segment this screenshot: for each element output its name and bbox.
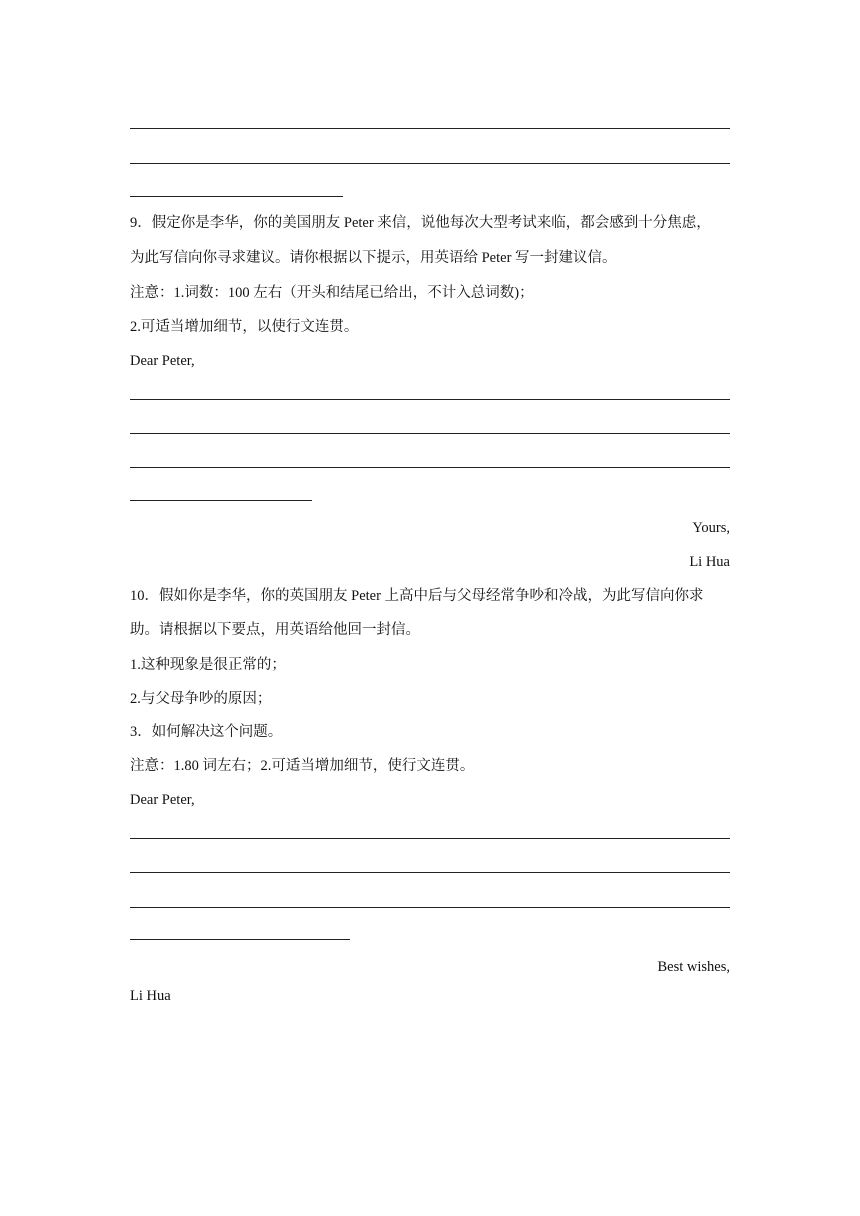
answer-line	[130, 399, 730, 400]
answer-line-short	[130, 196, 343, 197]
q10-prompt-line-1: 10．假如你是李华，你的英国朋友 Peter 上高中后与父母经常争吵和冷战，为此写信向你求	[130, 588, 704, 604]
q9-salutation: Dear Peter,	[130, 353, 195, 369]
answer-line	[130, 907, 730, 908]
q10-signature: Li Hua	[130, 988, 171, 1004]
q10-closing: Best wishes,	[657, 959, 730, 975]
answer-line	[130, 433, 730, 434]
q10-note: 注意：1.80 词左右；2.可适当增加细节，使行文连贯。	[130, 758, 475, 774]
q10-salutation: Dear Peter,	[130, 792, 195, 808]
q10-point-3: 3．如何解决这个问题。	[130, 724, 283, 740]
answer-line	[130, 163, 730, 164]
q10-point-1: 1.这种现象是很正常的；	[130, 657, 286, 673]
q9-closing: Yours,	[692, 520, 730, 536]
answer-line-short	[130, 500, 312, 501]
answer-line	[130, 128, 730, 129]
q10-prompt-line-2: 助。请根据以下要点，用英语给他回一封信。	[130, 622, 420, 638]
q9-signature: Li Hua	[689, 554, 730, 570]
q9-note-2: 2.可适当增加细节，以使行文连贯。	[130, 319, 359, 335]
answer-line	[130, 467, 730, 468]
q9-prompt-line-2: 为此写信向你寻求建议。请你根据以下提示，用英语给 Peter 写一封建议信。	[130, 250, 617, 266]
q9-note-1: 注意：1.词数：100 左右（开头和结尾已给出，不计入总词数)；	[130, 285, 534, 301]
answer-line	[130, 872, 730, 873]
q10-point-2: 2.与父母争吵的原因；	[130, 691, 272, 707]
answer-line-short	[130, 939, 350, 940]
q9-prompt-line-1: 9．假定你是李华，你的美国朋友 Peter 来信，说他每次大型考试来临，都会感到十分焦虑，	[130, 215, 711, 231]
answer-line	[130, 838, 730, 839]
